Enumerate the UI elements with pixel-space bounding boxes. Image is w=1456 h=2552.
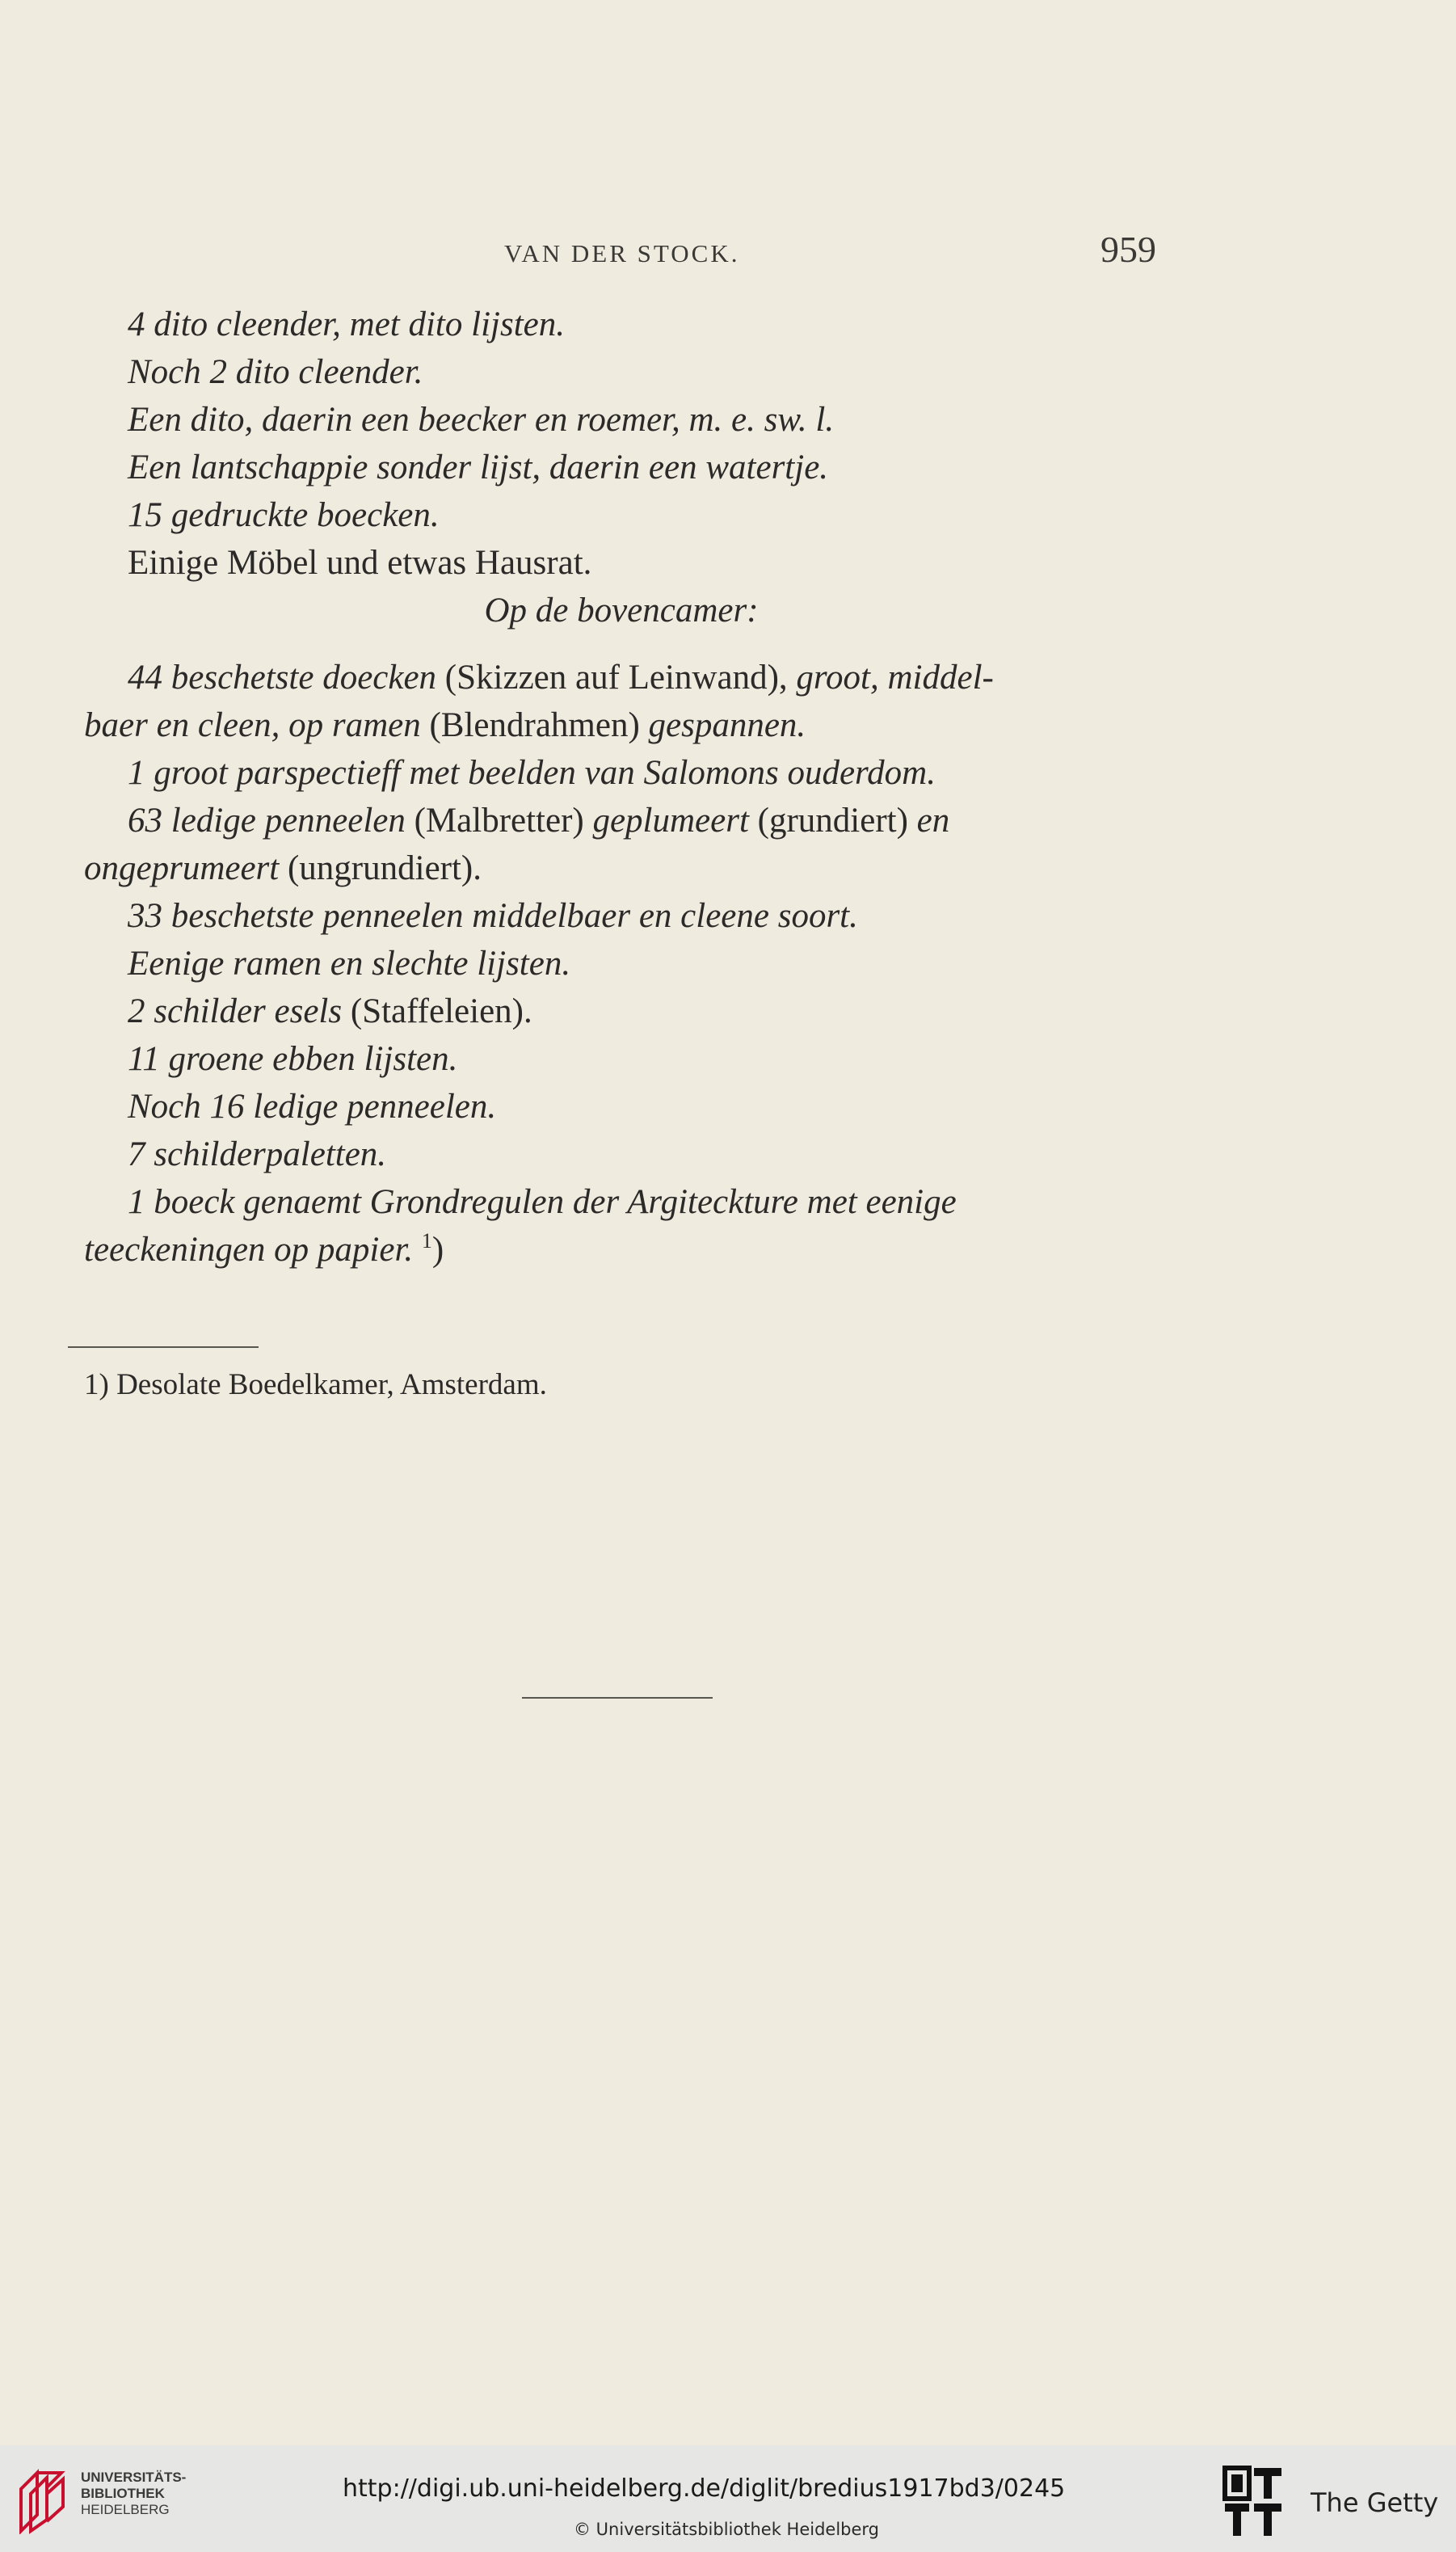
text-line: Noch 16 ledige penneelen. (128, 1088, 497, 1126)
text-italic: baer en cleen, op ramen (84, 706, 421, 744)
footnote: 1) Desolate Boedelkamer, Amsterdam. (84, 1368, 547, 1401)
digitization-footer (0, 2445, 1456, 2552)
library-name-line: UNIVERSITÄTS- (81, 2470, 187, 2485)
text-line (84, 797, 1159, 844)
footnote-divider (68, 1346, 259, 1348)
text-line: Eenige ramen en slechte lijsten. (128, 945, 571, 983)
text-italic: groot, middel- (796, 659, 994, 697)
running-head: VAN DER STOCK. (504, 239, 740, 267)
text-roman: (Malbretter) (414, 802, 584, 840)
text-line: 1 groot parspectieff met beelden van Salomons ouderdom. (128, 754, 936, 792)
text-roman: ) (431, 1231, 444, 1269)
text-line: 4 dito cleender, met dito lijsten. (128, 305, 565, 343)
text-line: 15 gedruckte boecken. (128, 496, 440, 534)
text-italic: ongeprumeert (84, 849, 280, 887)
ub-heidelberg-logo-icon (15, 2461, 71, 2534)
text-line: Een lantschappie sonder lijst, daerin een watertje. (128, 448, 829, 486)
text-line: Noch 2 dito cleender. (128, 353, 423, 391)
text-line (84, 654, 1159, 701)
text-roman: (Skizzen auf Leinwand), (444, 659, 788, 697)
library-name-line: HEIDELBERG (81, 2502, 170, 2517)
text-roman: (Blendrahmen) (429, 706, 640, 744)
text-italic: geplumeert (592, 802, 749, 840)
end-divider (522, 1697, 713, 1699)
footnote-marker[interactable]: 1 (421, 1229, 432, 1253)
getty-name: The Getty (1311, 2487, 1439, 2518)
text-line: 1 boeck genaemt Grondregulen der Argiteckture met eenige (128, 1183, 957, 1221)
text-line (84, 988, 1159, 1035)
text-line: Een dito, daerin een beecker en roemer, m. e. sw. l. (128, 401, 835, 439)
page-header (0, 228, 1456, 276)
page-body (84, 301, 1159, 1274)
text-roman: (grundiert) (757, 802, 908, 840)
page-number: 959 (1100, 229, 1156, 270)
text-line: Einige Möbel und etwas Hausrat. (128, 544, 592, 582)
text-line: 11 groene ebben lijsten. (128, 1040, 458, 1078)
text-italic: 2 schilder esels (128, 992, 343, 1030)
text-line: 7 schilderpaletten. (128, 1135, 387, 1173)
section-heading: Op de bovencamer: (484, 592, 759, 630)
library-name-line: BIBLIOTHEK (81, 2486, 165, 2501)
text-line (84, 844, 1159, 892)
text-italic: 44 beschetste doecken (128, 659, 437, 697)
text-roman: (Staffeleien). (350, 992, 532, 1030)
text-italic: 63 ledige penneelen (128, 802, 406, 840)
text-line (84, 701, 1159, 749)
text-line (84, 1226, 1159, 1274)
library-name (81, 2470, 186, 2518)
text-italic: en (916, 802, 950, 840)
text-line: 33 beschetste penneelen middelbaer en cleene soort. (128, 897, 858, 935)
permalink-url[interactable]: http://digi.ub.uni-heidelberg.de/diglit/bredius1917bd3/0245 (343, 2474, 1066, 2503)
copyright-notice: © Universitätsbibliothek Heidelberg (574, 2520, 880, 2539)
text-italic: gespannen. (648, 706, 806, 744)
getty-logo-icon (1222, 2465, 1285, 2539)
text-italic: teeckeningen op papier. (84, 1231, 414, 1269)
text-roman: (ungrundiert). (287, 849, 482, 887)
